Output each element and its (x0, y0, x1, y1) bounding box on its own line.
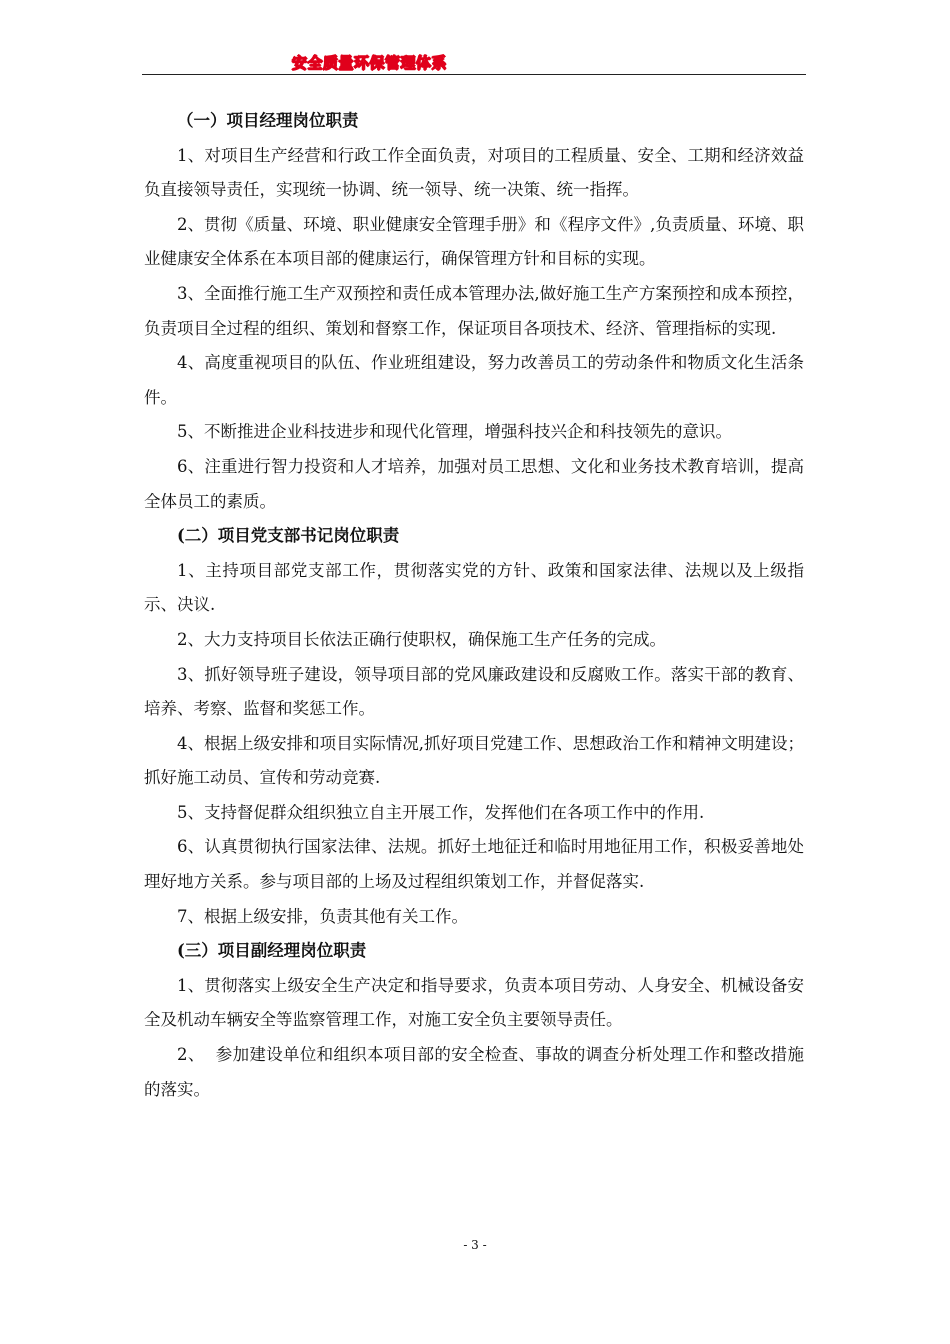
paragraph: 4、根据上级安排和项目实际情况,抓好项目党建工作、思想政治工作和精神文明建设；抓好施工动员、宣传和劳动竞赛. (144, 733, 804, 788)
section-heading: （一）项目经理岗位职责 (177, 111, 359, 130)
paragraph: 2、大力支持项目长依法正确行使职权，确保施工生产任务的完成。 (177, 629, 666, 649)
section-heading: (三）项目副经理岗位职责 (177, 941, 367, 961)
paragraph: 2、 参加建设单位和组织本项目部的安全检查、事故的调查分析处理工作和整改措施的落实。 (144, 1045, 804, 1099)
header-title: 安全质量环保管理体系 (292, 54, 448, 72)
paragraph: 7、根据上级安排，负责其他有关工作。 (177, 906, 468, 926)
paragraph: 5、不断推进企业科技进步和现代化管理，增强科技兴企和科技领先的意识。 (177, 422, 732, 442)
section-project-manager (144, 104, 804, 519)
paragraph: 5、支持督促群众组织独立自主开展工作，发挥他们在各项工作中的作用. (177, 802, 705, 822)
section-party-secretary (144, 519, 804, 934)
paragraph: 6、认真贯彻执行国家法律、法规。抓好土地征迁和临时用地征用工作，积极妥善地处理好地方关系。参与项目部的上场及过程组织策划工作，并督促落实. (144, 837, 804, 892)
paragraph: 3、全面推行施工生产双预控和责任成本管理办法,做好施工生产方案预控和成本预控，负责项目全过程的组织、策划和督察工作，保证项目各项技术、经济、管理指标的实现. (144, 283, 804, 338)
header-divider (142, 74, 806, 75)
page-number: - 3 - (463, 1238, 487, 1252)
section-heading: (二）项目党支部书记岗位职责 (177, 526, 400, 546)
paragraph: 1、贯彻落实上级安全生产决定和指导要求，负责本项目劳动、人身安全、机械设备安全及机动车辆安全等监察管理工作，对施工安全负主要领导责任。 (144, 975, 804, 1030)
paragraph: 6、注重进行智力投资和人才培养，加强对员工思想、文化和业务技术教育培训，提高全体员工的素质。 (144, 456, 804, 511)
paragraph: 4、高度重视项目的队伍、作业班组建设，努力改善员工的劳动条件和物质文化生活条件。 (144, 353, 804, 407)
document-body (144, 104, 804, 1107)
paragraph: 1、对项目生产经营和行政工作全面负责，对项目的工程质量、安全、工期和经济效益负直接领导责任，实现统一协调、统一领导、统一决策、统一指挥。 (144, 145, 804, 200)
paragraph: 3、抓好领导班子建设，领导项目部的党风廉政建设和反腐败工作。落实干部的教育、培养、考察、监督和奖惩工作。 (144, 664, 804, 719)
paragraph: 2、贯彻《质量、环境、职业健康安全管理手册》和《程序文件》,负责质量、环境、职业健康安全体系在本项目部的健康运行，确保管理方针和目标的实现。 (144, 214, 804, 269)
paragraph: 1、主持项目部党支部工作，贯彻落实党的方针、政策和国家法律、法规以及上级指示、决议. (144, 560, 804, 615)
section-deputy-manager (144, 934, 804, 1107)
